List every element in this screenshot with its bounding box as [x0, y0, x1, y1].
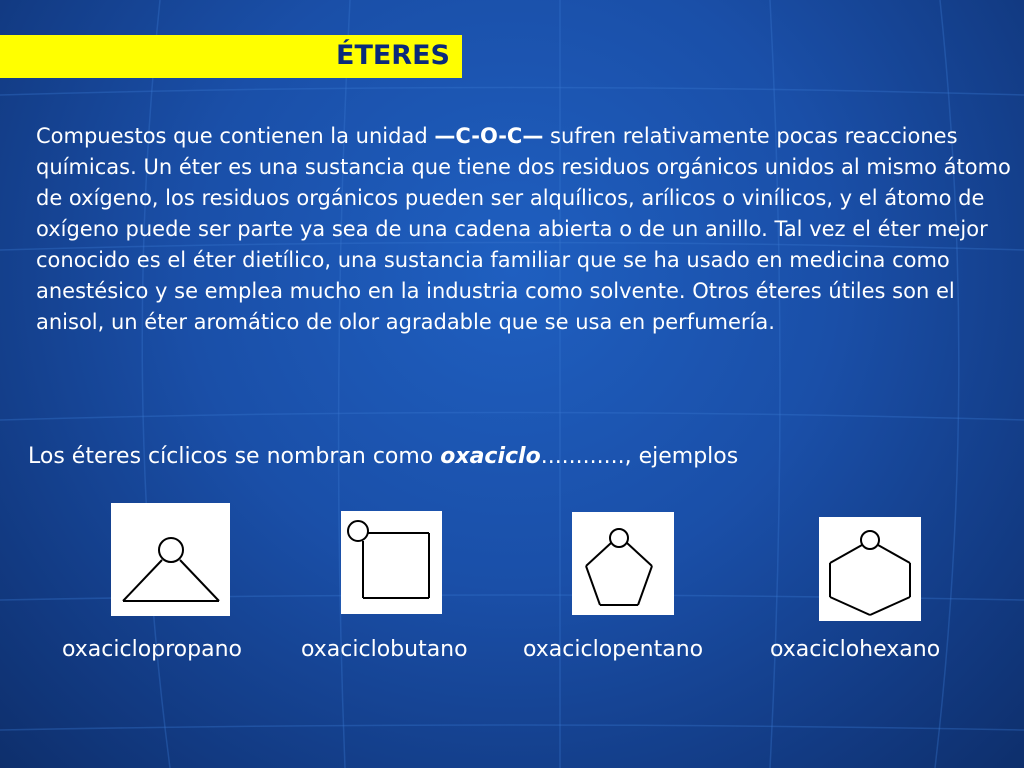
- intro-paragraph: [36, 121, 1011, 338]
- oxolane-structure-icon: [572, 512, 674, 615]
- intro-after-unit: sufren relativamente pocas reacciones químicas. Un éter es una sustancia que tiene dos residuos orgánicos unidos al mismo átomo de oxígeno, los residuos orgánicos pueden ser alquílicos, arílicos o vinílicos, y el átomo de oxígeno puede ser parte ya sea de una cadena abierta o de un anillo. Tal vez el éter mejor conocido es el éter dietílico, una sustancia familiar que se ha usado en medicina como anestésico y se emplea mucho en la industria como solvente. Otros éteres útiles son el anisol, un éter aromático de olor agradable que se usa en perfumería.: [36, 124, 1011, 334]
- oxetane-structure-icon: [341, 511, 442, 614]
- label-oxaciclopropano: oxaciclopropano: [62, 637, 242, 662]
- cyclic-after: ............, ejemplos: [540, 444, 739, 469]
- page-title: ÉTERES: [336, 40, 450, 71]
- label-oxaciclohexano: oxaciclohexano: [770, 637, 941, 662]
- cyclic-prefix: oxaciclo: [440, 444, 541, 469]
- oxane-structure-icon: [819, 517, 921, 621]
- label-oxaciclobutano: oxaciclobutano: [301, 637, 468, 662]
- oxirane-structure-icon: [111, 503, 230, 616]
- intro-before-unit: Compuestos que contienen la unidad: [36, 124, 435, 148]
- label-oxaciclopentano: oxaciclopentano: [523, 637, 704, 662]
- cyclic-before: Los éteres cíclicos se nombran como: [28, 444, 441, 469]
- cyclic-ethers-line: [28, 442, 988, 472]
- ether-unit: —C-O-C—: [434, 124, 544, 148]
- title-bar: [0, 35, 462, 78]
